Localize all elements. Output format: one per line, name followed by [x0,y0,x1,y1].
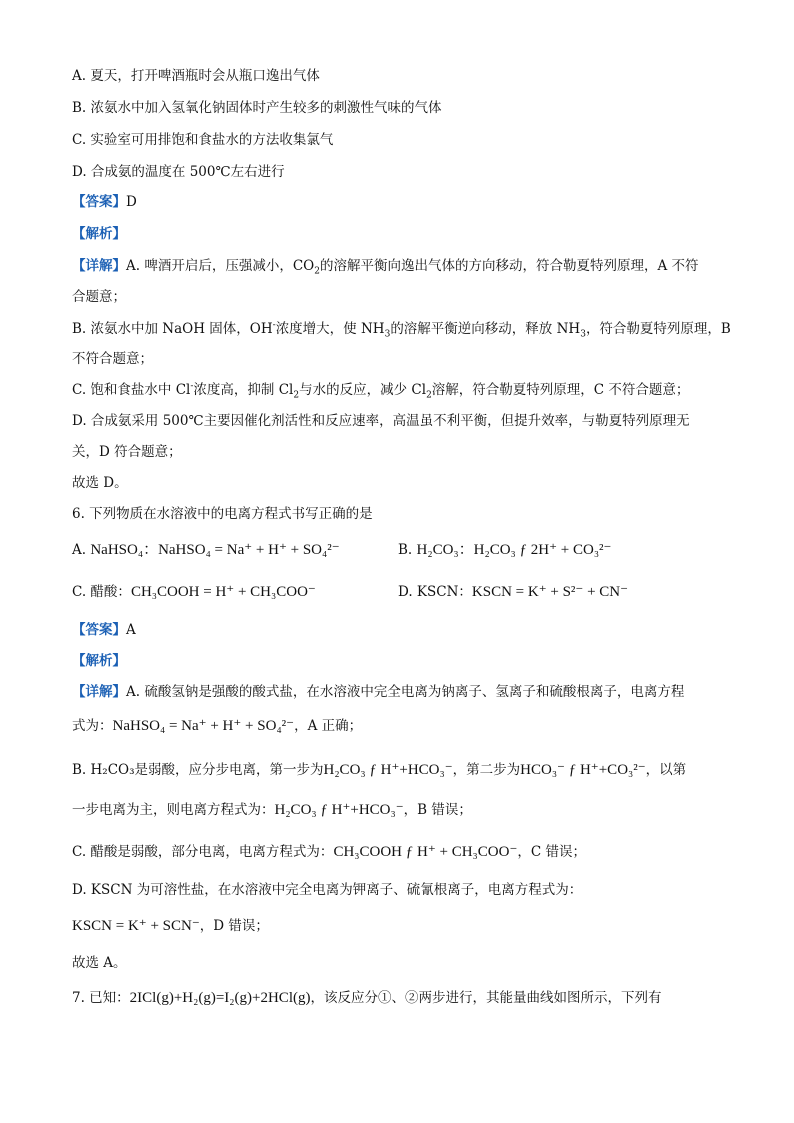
detail-text: 溶解，符合勒夏特列原理，C 不符合题意； [431,382,690,398]
equation: H₂CO₃ ƒ H⁺+HCO₃⁻ [323,762,453,778]
detail-text: B. 浓氨水中加 NaOH 固体，OH [72,321,273,337]
options-row-cd [72,583,722,601]
detail-text: 式为： [72,718,113,734]
detail-line: 合题意； [72,289,126,305]
detail-line [72,717,362,735]
option-b-equation: H₂CO₃：H₂CO₃ ƒ 2H⁺ + CO₃²⁻ [416,542,612,558]
equation: NaHSO₄ = Na⁺ + H⁺ + SO₄²⁻ [112,718,295,734]
detail-text: A. 啤酒开启后，压强减小，CO [126,258,315,274]
question-6-stem: 6. 下列物质在水溶液中的电离方程式书写正确的是 [72,506,373,522]
detail-text: ，D 错误； [199,918,269,934]
detail-line: 不符合题意； [72,351,153,367]
conclusion: 故选 D。 [72,475,128,491]
equation: KSCN = K⁺ + SCN⁻ [72,918,200,934]
detail-text: 浓度增大，使 NH [275,321,385,337]
option-d [398,583,628,601]
detail-line [72,843,586,861]
option-b: B. 浓氨水中加入氢氧化钠固体时产生较多的刺激性气味的气体 [72,100,442,116]
detail-text: 一步电离为主，则电离方程式为： [72,802,275,818]
equation: HCO₃⁻ ƒ H⁺+CO₃²⁻ [520,762,646,778]
equation: H₂CO₃ ƒ H⁺+HCO₃⁻ [274,802,404,818]
option-a-equation: NaHSO₄：NaHSO₄ = Na⁺ + H⁺ + SO₄²⁻ [90,542,340,558]
detail-line [72,801,472,819]
detail-line: 【详解】A. 啤酒开启后，压强减小，$CO_2$的溶解平衡向逸出气体的方向移动，符合勒夏特列原理，A 不符 [72,258,699,277]
option-d-label: D. KSCN： [398,584,472,600]
detail-tag: 【详解】 [72,258,126,274]
stem-text: ，该反应分①、②两步进行，其能量曲线如图所示，下列有 [310,990,662,1006]
analysis-tag: 【解析】 [72,653,126,669]
answer-tag: 【答案】 [72,622,126,638]
detail-tag: 【详解】 [72,684,126,700]
detail-line: C. 饱和食盐水中 Cl-浓度高，抑制 $Cl_2$与水的反应，减少 $Cl_2$溶解，符合勒夏特列原理，C 不符合题意； [72,381,690,401]
detail-line [72,683,684,701]
detail-text: ，B 错误； [403,802,472,818]
detail-line: D. KSCN 为可溶性盐，在水溶液中完全电离为钾离子、硫氰根离子，电离方程式为： [72,882,583,898]
detail-text: ，第二步为 [452,762,521,778]
stem-text: 7. 已知： [72,990,130,1006]
detail-text: B. H₂CO₃是弱酸，应分步电离，第一步为 [72,762,324,778]
option-c-equation: CH₃COOH = H⁺ + CH₃COO⁻ [130,584,316,600]
detail-line [72,917,269,935]
analysis-tag-6 [72,652,126,670]
option-b-label: B. [398,542,413,558]
equation: 2ICl(g)+H₂(g)=I₂(g)+2HCl(g) [129,990,311,1006]
option-c-label: C. 醋酸： [72,584,131,600]
detail-line: B. 浓氨水中加 NaOH 固体，OH-浓度增大，使 $NH_3$的溶解平衡逆向移动，释放 $NH_3$，符合勒夏特列原理，B [72,320,731,340]
question-7-stem [72,989,661,1007]
detail-text: ，符合勒夏特列原理，B [585,321,731,337]
analysis-tag: 【解析】 [72,226,126,242]
detail-text: A. 硫酸氢钠是强酸的酸式盐，在水溶液中完全电离为钠离子、氢离子和硫酸根离子，电离方程 [126,684,685,700]
option-d: D. 合成氨的温度在 500℃左右进行 [72,164,285,180]
options-row-ab [72,541,722,559]
conclusion: 故选 A。 [72,955,127,971]
answer-tag: 【答案】 [72,194,126,210]
detail-text: ，C 错误； [517,844,586,860]
detail-text: 浓度高，抑制 Cl [193,382,294,398]
answer-line-6 [72,621,136,639]
detail-line: 关，D 符合题意； [72,444,182,460]
answer-line-5 [72,193,137,211]
equation: CH₃COOH ƒ H⁺ + CH₃COO⁻ [333,844,518,860]
detail-text: 的溶解平衡逆向移动，释放 NH [390,321,581,337]
option-a-label: A. [72,542,87,558]
detail-text: C. 醋酸是弱酸，部分电离，电离方程式为： [72,844,334,860]
option-b [398,541,611,559]
detail-text: 的溶解平衡向逸出气体的方向移动，符合勒夏特列原理，A 不符 [319,258,699,274]
detail-line [72,761,686,779]
detail-line: D. 合成氨采用 500℃主要因催化剂活性和反应速率，高温虽不利平衡，但提升效率，与勒夏特列原理无 [72,413,690,429]
analysis-tag-5 [72,225,126,243]
option-a: A. 夏天，打开啤酒瓶时会从瓶口逸出气体 [72,68,320,84]
detail-text: ，A 正确； [294,718,363,734]
detail-text: ，以第 [645,762,687,778]
detail-text: C. 饱和食盐水中 Cl [72,382,191,398]
option-c: C. 实验室可用排饱和食盐水的方法收集氯气 [72,132,334,148]
answer-value: A [126,622,136,638]
answer-value: D [126,194,137,210]
option-d-equation: KSCN = K⁺ + S²⁻ + CN⁻ [471,584,629,600]
detail-text: 与水的反应，减少 Cl [299,382,427,398]
